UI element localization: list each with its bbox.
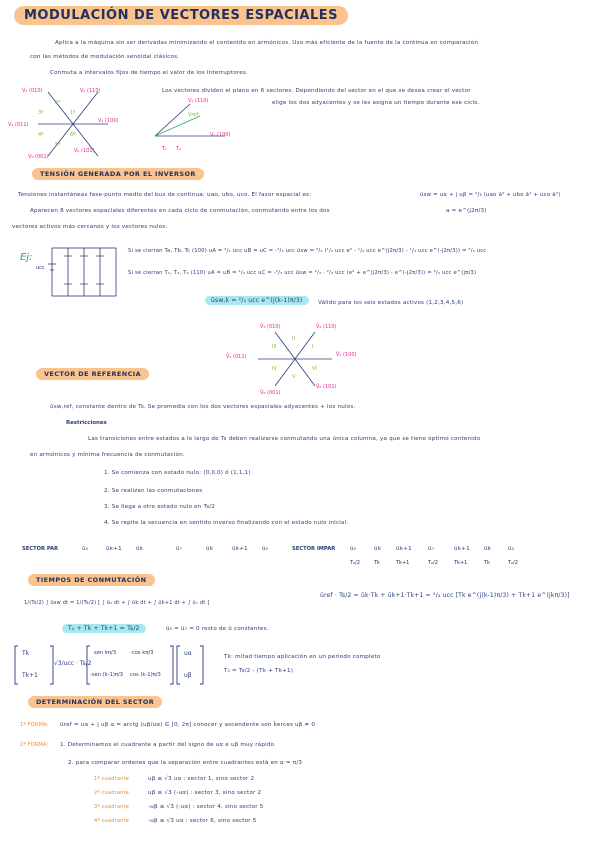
forma-1-text: ūref = uα + j uβ α = arctg (uβ/uα) ∈ [0, 2π] conocer y ascendente son ǩerces uβ ≠ 0 bbox=[60, 722, 316, 728]
highlight-time-sum: T₀ + Tk + Tk+1 = Ts/2 bbox=[62, 624, 146, 633]
restr-line-2: en armónicos y mínima frecuencia de conmutación. bbox=[30, 452, 185, 458]
matrix-coefficient: √3/ucc · Ts/2 bbox=[54, 660, 92, 667]
cuadrante-1-label: 1º cuadrante bbox=[94, 776, 130, 782]
tension-line-1: Tensiones instantáneas fase-punto medio del bus de continua: uao, ubo, uco. El fasor espacial es: bbox=[18, 192, 312, 198]
intro-line-1: Aplica a la máquina sin ser derivadas minimizando el contenido en armónicos. Uso más eficiente de la fuente de la continua en comparación bbox=[55, 40, 479, 46]
page-title: MODULACIÓN DE VECTORES ESPACIALES bbox=[14, 6, 348, 25]
hex2-sector-4: IV bbox=[272, 366, 277, 372]
matrix-a12: -cos kπ/3 bbox=[130, 650, 154, 656]
hex1-sector-4: 4º bbox=[38, 132, 44, 138]
hex1-sector-3: 3º bbox=[38, 110, 44, 116]
sector-impar-t3: T₀/2 bbox=[428, 560, 438, 566]
intro-line-2: con las métodos de modulación senoidal clásicos. bbox=[30, 54, 180, 60]
sector-impar-v3: ū₇ bbox=[428, 546, 435, 552]
matrix-right-ua: uα bbox=[184, 650, 192, 657]
forma-2-step-1: 1. Determinamos el cuadrante a partir del signo de uα e uβ muy rápido bbox=[60, 742, 275, 748]
restr-item-4: 4. Se repite la secuencia en sentido inverso finalizando con el estado nulo inicial. bbox=[104, 520, 349, 526]
sector-impar-label: SECTOR IMPAR bbox=[292, 546, 336, 552]
vec-label-v2: V₂ (110) bbox=[188, 98, 209, 104]
matrix-a21: -sen (k-1)π/3 bbox=[90, 672, 124, 678]
header-tension-inversor: TENSIÓN GENERADA POR EL INVERSOR bbox=[32, 168, 204, 180]
hexagon-diagram-1 bbox=[18, 84, 128, 164]
sector-par-label: SECTOR PAR bbox=[22, 546, 59, 552]
hex1-sector-2: 2º bbox=[55, 100, 61, 106]
cuadrante-2-label: 2º cuadrante bbox=[94, 790, 130, 796]
restricciones-title: Restricciones bbox=[66, 420, 107, 426]
restr-line-1: Las transiciones entre estados a lo largo de Ts deben realizarse conmutando una única columna, ya que se tiene óptimo contenido bbox=[88, 436, 481, 442]
hex1-label-v3: V₃ (010) bbox=[22, 88, 43, 94]
sector-par-v4: ūk bbox=[206, 546, 214, 552]
hex2-sector-2: II bbox=[292, 336, 295, 342]
sector-impar-t4: Tk+1 bbox=[454, 560, 468, 566]
example-row-1: Si se cierran Ta, Tb, Tc (100) uA = ²/₃ ucc uB = uC = -¹/₃ ucc ūsw = ²/₃ (¹/₃ ucc e⁰ - ¹/₃ ucc e^(j2π/3) - ¹/₃ ucc e^(-j2π/3)) = ²/₃ ucc bbox=[128, 248, 487, 254]
sector-impar-v1: ūk bbox=[374, 546, 382, 552]
hex1-sector-6: 6º bbox=[70, 132, 76, 138]
example-row-2: Si se cierran T₁, T₂, T₃ (110) uA = uB = ¹/₃ ucc uC = -²/₃ ucc ūsw = ²/₃ · ²/₃ ucc (e⁰ + e^(j2π/3) - e^(-j2π/3)) = ²/₃ ucc e^(jπ/3) bbox=[128, 270, 477, 276]
sector-impar-t5: Tk bbox=[484, 560, 490, 566]
hex2-sector-5: V bbox=[292, 374, 296, 380]
forma-1-label: 1ª FORMA: bbox=[20, 722, 49, 728]
valid-states-note: Válido para los seis estados activos (1,2,3,4,5,6) bbox=[318, 300, 464, 306]
hex1-label-v2: V₂ (110) bbox=[80, 88, 101, 94]
hex2-label-v2: V̄₂ (110) bbox=[316, 324, 337, 330]
sector-par-v6: ū₀ bbox=[262, 546, 269, 552]
restr-item-3: 3. Se llega a otro estado nulo en Ts/2 bbox=[104, 504, 216, 510]
sector-par-v5: ūk+1 bbox=[232, 546, 248, 552]
sector-impar-t1: Tk bbox=[374, 560, 380, 566]
vec-label-t2: T₂ bbox=[176, 146, 182, 152]
header-tiempos-conmutacion: TIEMPOS DE CONMUTACIÓN bbox=[28, 574, 155, 586]
tension-formula-2: a = e^(j2π/3) bbox=[446, 208, 487, 214]
matrix-left-tk: Tk bbox=[22, 650, 30, 657]
matrix-left-tk1: Tk+1 bbox=[22, 672, 38, 679]
sector-par-v3: ū₇ bbox=[176, 546, 183, 552]
hex1-sector-5: 5º bbox=[55, 142, 61, 148]
highlight-formula-usw-k: ūsw,k = ²/₃ ucc e^(j(k-1)π/3) bbox=[205, 296, 309, 305]
sector-impar-v0: ū₀ bbox=[350, 546, 357, 552]
sector-impar-v4: ūk+1 bbox=[454, 546, 470, 552]
hex2-label-v3: V̄₃ (010) bbox=[260, 324, 281, 330]
header-vector-referencia: VECTOR DE REFERENCIA bbox=[36, 368, 149, 380]
tension-formula-1: ūsw = uα + j uβ = ²/₃ (uao ā⁰ + ubo ā¹ + uco ā²) bbox=[420, 192, 561, 198]
dc-source-label: ucc bbox=[36, 265, 45, 271]
tension-line-2: Aparecen 8 vectores espaciales diferentes en cada ciclo de conmutación, conmutando entre los dos bbox=[30, 208, 330, 214]
header-determinacion-sector: DETERMINACIÓN DEL SECTOR bbox=[28, 696, 162, 708]
cuadrante-1-text: uβ ≤ √3 uα : sector 1, sino sector 2 bbox=[148, 776, 255, 782]
sector-impar-t0: T₀/2 bbox=[350, 560, 360, 566]
restr-item-1: 1. Se comienza con estado nulo: (0,0,0) ó (1,1,1) bbox=[104, 470, 251, 476]
sector-par-v1: ūk+1 bbox=[106, 546, 122, 552]
hex2-label-v6: V̄₆ (101) bbox=[316, 384, 337, 390]
vec-label-t1: T₁ bbox=[162, 146, 168, 152]
hex2-label-v4: V̄₄ (011) bbox=[226, 354, 247, 360]
hex1-label-v5: V₅ (001) bbox=[28, 154, 49, 160]
restr-item-2: 2. Se realizan las conmutaciones bbox=[104, 488, 203, 494]
matrix-right-ub: uβ bbox=[184, 672, 192, 679]
matrix-a11: sen kπ/3 bbox=[94, 650, 117, 656]
hex2-sector-1: I bbox=[312, 344, 314, 350]
t0-note: T₀ = Ts/2 - (Tk + Tk+1) bbox=[224, 668, 294, 674]
sector-impar-t2: Tk+1 bbox=[396, 560, 410, 566]
sector-impar-v6: ū₀ bbox=[508, 546, 515, 552]
forma-2-step-2: 2. para comparar ordenes que la separación entre cuadrantes está en α = π/3 bbox=[68, 760, 303, 766]
vec-label-v1: V₁ (100) bbox=[210, 132, 231, 138]
sector-desc-1: Los vectores dividen el plano en 6 sectores. Dependiendo del sector en el que se desea crear el vector bbox=[162, 88, 471, 94]
hex1-label-v4: V₄ (011) bbox=[8, 122, 29, 128]
sector-desc-2: elige los dos adyacentes y se les asigna un tiempo durante ese ciclo. bbox=[272, 100, 480, 106]
hex2-sector-3: III bbox=[272, 344, 277, 350]
integral-formula: 1/(Ts/2) ∫ ūsw dt = 1/(Ts/2) [ ∫ ū₀ dt + ∫ ūk dt + ∫ ūk+1 dt + ∫ ū₇ dt ] bbox=[24, 600, 210, 606]
hex1-sector-1: 1º bbox=[70, 110, 76, 116]
result-formula: ūref · Ts/2 = ūk·Tk + ūk+1·Tk+1 = ²/₃ ucc [Tk e^(j(k-1)π/3) + Tk+1 e^(jkπ/3)] bbox=[320, 592, 570, 599]
hex2-label-v1: V̄₁ (100) bbox=[336, 352, 357, 358]
sector-par-v0: ū₀ bbox=[82, 546, 89, 552]
cuadrante-2-text: uβ ≤ √3 (-uα) : sector 3, sino sector 2 bbox=[148, 790, 262, 796]
inverter-circuit-diagram bbox=[48, 244, 120, 300]
tension-line-3: vectores activos más cercanos y los vectores nulos. bbox=[12, 224, 168, 230]
hex2-sector-6: VI bbox=[312, 366, 317, 372]
sector-impar-v5: ūk bbox=[484, 546, 492, 552]
cuadrante-3-text: -uβ ≤ √3 (-uα) : sector 4, sino sector 5 bbox=[148, 804, 264, 810]
hex1-label-v6: V₆ (101) bbox=[74, 148, 95, 154]
intro-line-3: Conmuta a intervalos fijos de tiempo el valor de los interruptores. bbox=[50, 70, 248, 76]
sector-impar-t6: T₀/2 bbox=[508, 560, 518, 566]
vref-line-1: ūsw,ref, constante dentro de Ts. Se promedia con los dos vectores espaciales adyacentes + los nulos. bbox=[50, 404, 356, 410]
null-vectors-note: ū₀ = ū₇ = 0 resto de ū constantes. bbox=[166, 626, 269, 632]
sector-par-v2: ūk bbox=[136, 546, 144, 552]
example-label: Ej: bbox=[20, 252, 33, 263]
cuadrante-4-label: 4º cuadrante bbox=[94, 818, 130, 824]
hex2-label-v5: V̄₅ (001) bbox=[260, 390, 281, 396]
vec-label-vref: Vref bbox=[188, 112, 199, 118]
sector-impar-v2: ūk+1 bbox=[396, 546, 412, 552]
cuadrante-4-text: -uβ ≤ √3 uα : sector 6, sino sector 5 bbox=[148, 818, 257, 824]
hex1-label-v1: V₁ (100) bbox=[98, 118, 119, 124]
matrix-a22: cos (k-1)π/3 bbox=[130, 672, 161, 678]
forma-2-label: 2ª FORMA: bbox=[20, 742, 49, 748]
cuadrante-3-label: 3º cuadrante bbox=[94, 804, 130, 810]
tk-note: Tk: mitad tiempo aplicación en un periodo completo bbox=[224, 654, 381, 660]
